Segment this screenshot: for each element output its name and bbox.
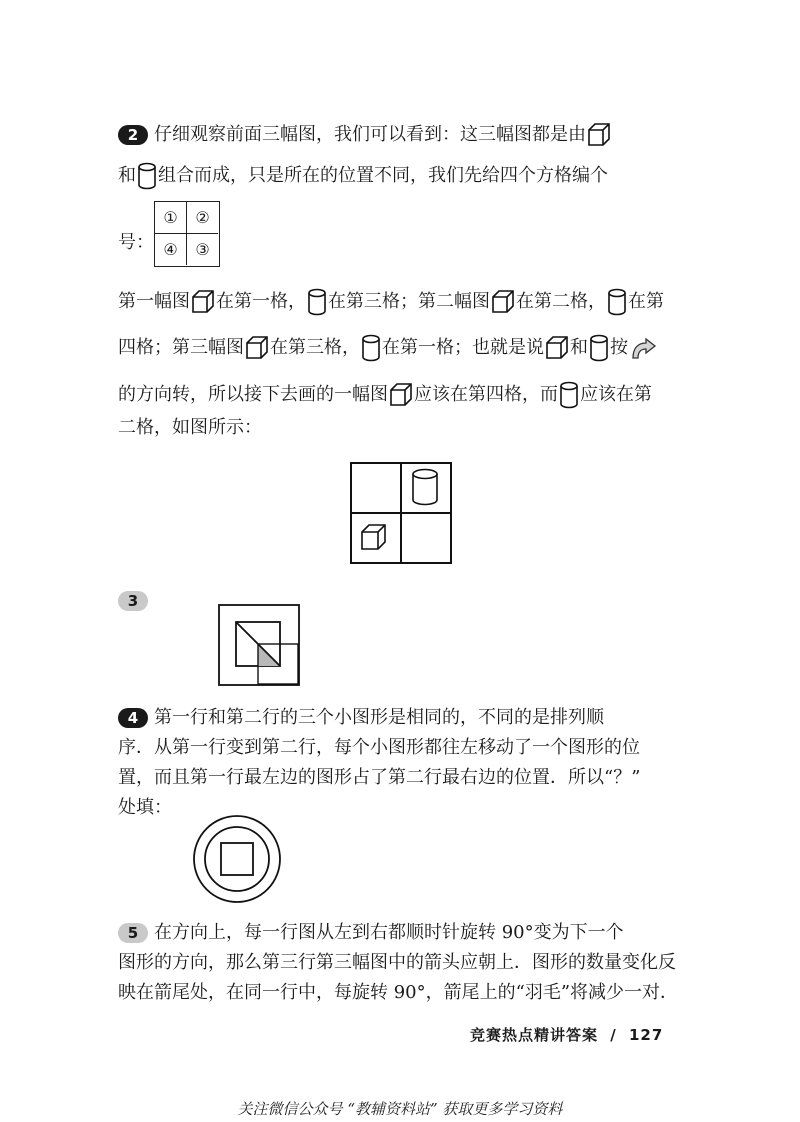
watermark-note: 关注微信公众号 “教辅资料站” 获取更多学习资料 — [237, 1100, 563, 1118]
question-badge-3: 3 — [118, 591, 148, 611]
q4-answer-figure — [192, 814, 282, 904]
q2-line-3: 号： — [118, 232, 154, 253]
footer-separator: / — [610, 1026, 617, 1044]
grid-label-2: ② — [195, 208, 210, 227]
cube-icon — [245, 335, 269, 361]
q2-line-1: 2 仔细观察前面三幅图，我们可以看到：这三幅图都是由 — [118, 122, 688, 148]
question-badge-5: 5 — [118, 923, 148, 943]
q2-para-line-3: 的方向转，所以接下去画的一幅图 应该在第四格，而 应该在第 — [118, 381, 688, 409]
q4-line-3: 置，而且第一行最左边的图形占了第二行最右边的位置．所以“？” — [118, 767, 641, 788]
q4-line-1: 4 第一行和第二行的三个小图形是相同的，不同的是排列顺 — [118, 705, 688, 731]
grid-label-4: ④ — [163, 240, 178, 259]
q2-para-line-4: 二格，如图所示： — [118, 417, 262, 438]
cube-icon — [191, 289, 215, 315]
cylinder-icon — [361, 334, 381, 362]
q3-answer-figure — [218, 604, 300, 686]
question-badge-4: 4 — [118, 708, 148, 728]
numbered-grid — [154, 201, 220, 267]
section-title: 竞赛热点精讲答案 — [470, 1026, 599, 1044]
cylinder-icon — [137, 162, 157, 190]
cube-icon — [362, 525, 385, 549]
grid-label-1: ① — [163, 208, 178, 227]
page-number: 127 — [628, 1026, 664, 1044]
q4-line-2: 序．从第一行变到第二行，每个小图形都往左移动了一个图形的位 — [118, 737, 640, 758]
cylinder-icon — [589, 334, 609, 362]
question-badge-2: 2 — [118, 125, 148, 145]
q2-line-2: 和 组合而成，只是所在的位置不同，我们先给四个方格编个 — [118, 162, 688, 190]
cube-icon — [389, 382, 413, 408]
q2-para-line-2: 四格；第三幅图 在第三格， 在第一格；也就是说 和 按 — [118, 334, 688, 362]
cylinder-icon — [307, 288, 327, 316]
q5-line-2: 图形的方向，那么第三行第三幅图中的箭头应朝上．图形的数量变化反 — [118, 952, 676, 973]
q4-line-4: 处填： — [118, 797, 172, 818]
cylinder-icon — [559, 381, 579, 409]
q2-para-line-1: 第一幅图 在第一格， 在第三格；第二幅图 在第二格， 在第 — [118, 288, 688, 316]
cube-icon — [491, 289, 515, 315]
cylinder-icon — [607, 288, 627, 316]
cube-icon — [587, 122, 611, 148]
cylinder-icon — [413, 470, 437, 505]
q5-line-1: 5 在方向上，每一行图从左到右都顺时针旋转 90°变为下一个 — [118, 920, 688, 946]
grid-label-3: ③ — [195, 240, 210, 259]
page-footer — [470, 1024, 663, 1045]
q5-line-3: 映在箭尾处，在同一行中，每旋转 90°，箭尾上的“羽毛”将减少一对． — [118, 982, 679, 1003]
q3-line — [118, 588, 688, 614]
q2-answer-figure — [350, 462, 452, 564]
cube-icon — [545, 335, 569, 361]
clockwise-arrow-icon — [629, 336, 657, 360]
